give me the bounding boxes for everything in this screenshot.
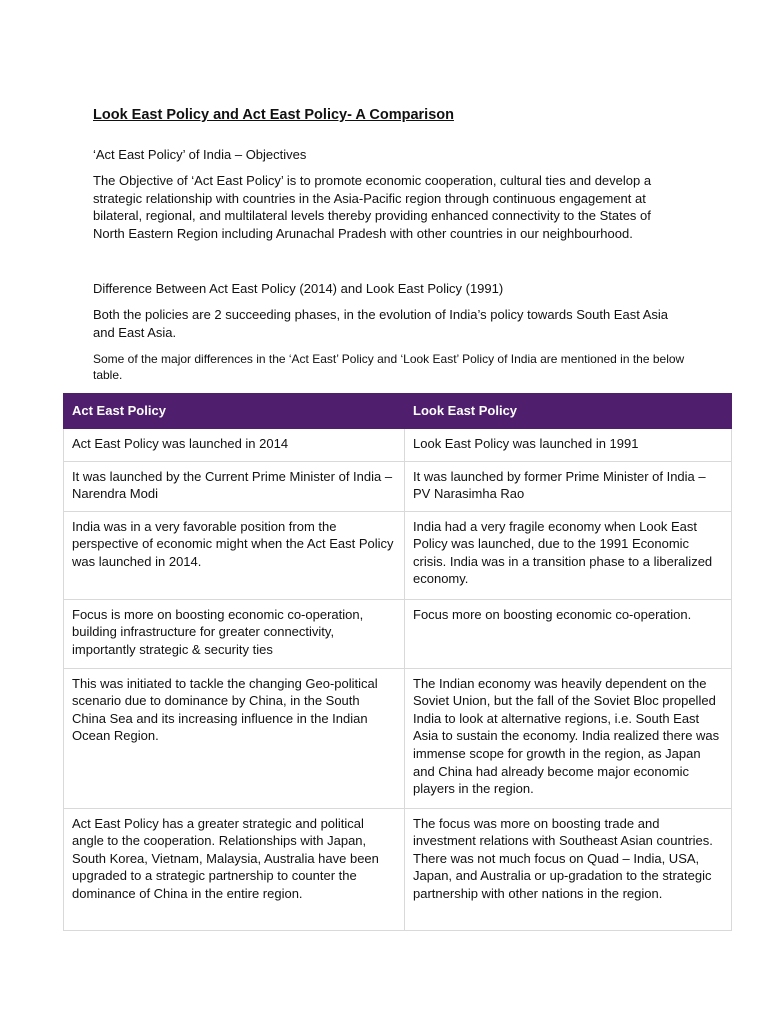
- look-east-cell: Look East Policy was launched in 1991: [405, 428, 732, 461]
- table-header-row: [64, 394, 732, 429]
- phases-paragraph: Both the policies are 2 succeeding phases, in the evolution of India’s policy towards South East Asia and East Asia.: [93, 307, 669, 340]
- act-east-cell: India was in a very favorable position from the perspective of economic might when the Act East Policy was launched in 2014.: [64, 511, 405, 599]
- objectives-paragraph: The Objective of ‘Act East Policy’ is to promote economic cooperation, cultural ties and develop a strategic relationship with countries in the Asia-Pacific region through continuous engagement at bilateral, regional, and multilateral levels thereby providing enhanced connectivity to the States of North Eastern Region including Arunachal Pradesh with other countries in our neighbourhood.: [93, 173, 652, 241]
- header-look-east: Look East Policy: [405, 394, 732, 429]
- difference-heading: Difference Between Act East Policy (2014) and Look East Policy (1991): [93, 281, 504, 296]
- act-east-cell: This was initiated to tackle the changing Geo-political scenario due to dominance by China, in the South China Sea and its increasing influence in the Indian Ocean Region.: [64, 668, 405, 808]
- table-row: [64, 511, 732, 599]
- act-east-cell: Focus is more on boosting economic co-operation, building infrastructure for greater connectivity, importantly strategic & security ties: [64, 599, 405, 668]
- header-act-east: Act East Policy: [64, 394, 405, 429]
- look-east-cell: The Indian economy was heavily dependent on the Soviet Union, but the fall of the Soviet Bloc propelled India to look at alternative regions, i.e. South East Asia to sustain the economy. India realized there was immense scope for growth in the region, as Japan and China had already become major economic players in the region.: [405, 668, 732, 808]
- act-east-cell: Act East Policy has a greater strategic and political angle to the cooperation. Relationships with Japan, South Korea, Vietnam, Malaysia, Australia have been upgraded to a strategic partnership to counter the dominance of China in the entire region.: [64, 808, 405, 930]
- table-intro-paragraph: Some of the major differences in the ‘Act East’ Policy and ‘Look East’ Policy of India are mentioned in the below table.: [93, 352, 685, 382]
- look-east-cell: It was launched by former Prime Minister of India – PV Narasimha Rao: [405, 461, 732, 511]
- table-row: [64, 599, 732, 668]
- table-row: [64, 428, 732, 461]
- table-row: [64, 808, 732, 930]
- table-row: [64, 461, 732, 511]
- comparison-table: [63, 393, 732, 931]
- document-title: Look East Policy and Act East Policy- A Comparison: [93, 107, 454, 123]
- objectives-heading: ‘Act East Policy’ of India – Objectives: [93, 147, 307, 162]
- act-east-cell: It was launched by the Current Prime Minister of India – Narendra Modi: [64, 461, 405, 511]
- look-east-cell: Focus more on boosting economic co-operation.: [405, 599, 732, 668]
- table-row: [64, 668, 732, 808]
- look-east-cell: India had a very fragile economy when Look East Policy was launched, due to the 1991 Economic crisis. India was in a transition phase to a liberalized economy.: [405, 511, 732, 599]
- look-east-cell: The focus was more on boosting trade and investment relations with Southeast Asian countries. There was not much focus on Quad – India, USA, Japan, and Australia or up-gradation to the strategic partnership with other nations in the region.: [405, 808, 732, 930]
- act-east-cell: Act East Policy was launched in 2014: [64, 428, 405, 461]
